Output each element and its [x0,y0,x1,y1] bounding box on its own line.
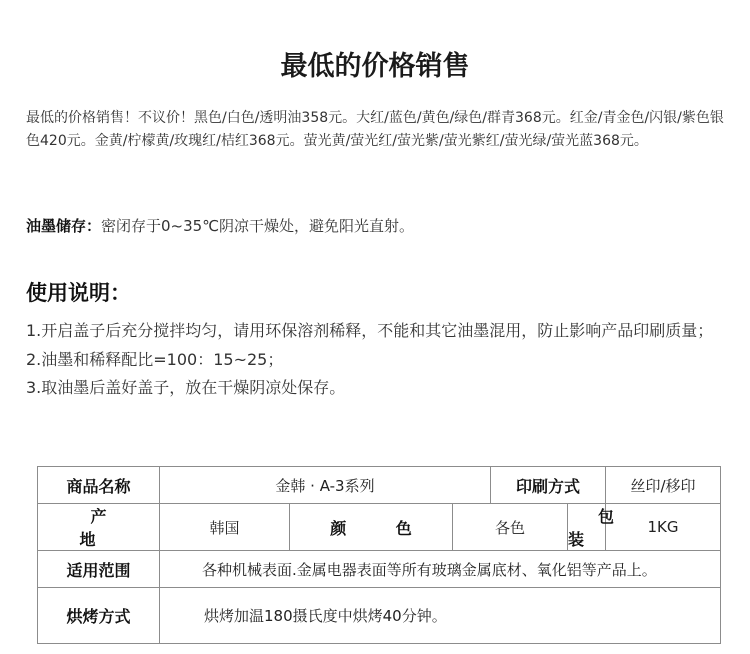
storage-label: 油墨储存： [26,217,102,235]
print-method-label: 印刷方式 [491,467,606,504]
bake-value: 烘烤加温180摄氏度中烘烤40分钟。 [160,588,721,644]
table-row [38,467,721,504]
table-row [38,504,721,551]
scope-label: 适用范围 [38,551,160,588]
table-row [38,551,721,588]
spec-table [37,466,721,644]
page-title: 最低的价格销售 [280,51,470,82]
origin-value: 韩国 [160,504,290,551]
storage-section [26,215,726,237]
color-value: 各色 [453,504,568,551]
product-name-label: 商品名称 [38,467,160,504]
usage-list [26,317,726,403]
color-label: 颜 色 [290,504,453,551]
product-name-value: 金韩 · A-3系列 [160,467,491,504]
scope-value: 各种机械表面.金属电器表面等所有玻璃金属底材、氧化铝等产品上。 [160,551,721,588]
intro-paragraph: 最低的价格销售！不议价！黑色/白色/透明油358元。大红/蓝色/黄色/绿色/群青368元。红金/青金色/闪银/紫色银色420元。金黄/柠檬黄/玫瑰红/桔红368元。萤光黄/萤光红/萤光紫/萤光紫红/萤光绿/萤光蓝368元。 [26,110,724,149]
storage-text: 密闭存于0~35℃阴凉干燥处，避免阳光直射。 [101,217,415,235]
bake-label: 烘烤方式 [38,588,160,644]
package-value: 1KG [606,504,721,551]
origin-label: 产 地 [38,504,160,551]
usage-item-2: 2.油墨和稀释配比=100：15~25； [26,349,284,369]
print-method-value: 丝印/移印 [606,467,721,504]
package-label: 包 装 [568,504,606,551]
usage-item-1: 1.开启盖子后充分搅拌均匀，请用环保溶剂稀释，不能和其它油墨混用，防止影响产品印刷质量； [26,321,714,340]
table-row [38,588,721,644]
usage-item-3: 3.取油墨后盖好盖子，放在干燥阴凉处保存。 [26,378,346,397]
usage-title: 使用说明： [26,281,131,305]
